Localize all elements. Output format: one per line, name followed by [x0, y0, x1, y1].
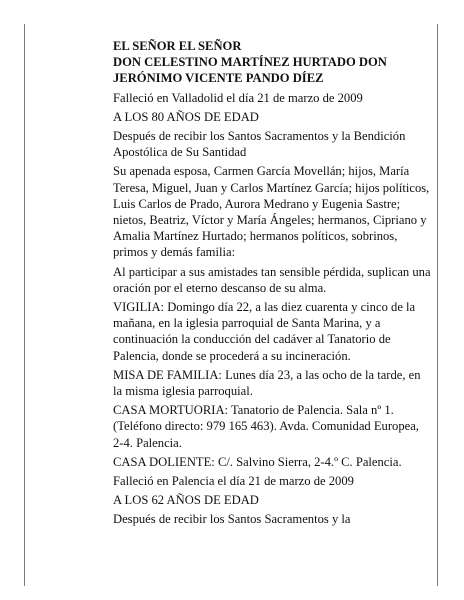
family-mass-paragraph: MISA DE FAMILIA: Lunes día 23, a las ocho de la tarde, en la misma iglesia parroquial. — [113, 367, 421, 399]
vigil-paragraph: VIGILIA: Domingo día 22, a las diez cuarenta y cinco de la mañana, en la iglesia parroquial de Santa Marina, y a continuación la conducción del cadáver al Tanatorio de Palencia, donde se procederá a su incineración. — [113, 300, 416, 363]
family-paragraph: Su apenada esposa, Carmen García Movellán; hijos, María Teresa, Miguel, Juan y Carlos Martínez García; hijos políticos, Luis Carlos de Prado, Aurora Medrano y Eugenia Sastre; nietos, Beatriz, Víctor y María Ángeles; hermanos, Cipriano y Amalia Martínez Hurtado; hermanos políticos, sobrinos, primos y demás familia: — [113, 164, 430, 260]
right-border-rule — [437, 24, 438, 586]
death-place-date-2: Falleció en Palencia el día 21 de marzo de 2009 — [113, 474, 354, 489]
age-line-1: A LOS 80 AÑOS DE EDAD — [113, 109, 259, 124]
heading-line-3: JERÓNIMO VICENTE PANDO DÍEZ — [113, 71, 324, 86]
heading-line-2: DON CELESTINO MARTÍNEZ HURTADO DON — [113, 55, 387, 70]
left-border-rule — [24, 24, 25, 586]
funeral-home-paragraph: CASA MORTUORIA: Tanatorio de Palencia. Sala nº 1. (Teléfono directo: 979 165 463). Avda. Comunidad Europea, 2-4. Palencia. — [113, 403, 419, 450]
sacraments-paragraph-2: Después de recibir los Santos Sacramentos y la — [113, 512, 351, 527]
obituary-text-block — [113, 38, 431, 531]
death-place-date-1: Falleció en Valladolid el día 21 de marzo de 2009 — [113, 90, 363, 105]
age-line-2: A LOS 62 AÑOS DE EDAD — [113, 493, 259, 508]
heading-line-1: EL SEÑOR EL SEÑOR — [113, 39, 242, 53]
sacraments-paragraph-1: Después de recibir los Santos Sacramentos y la Bendición Apostólica de Su Santidad — [113, 129, 406, 160]
mourning-house-paragraph: CASA DOLIENTE: C/. Salvino Sierra, 2-4.º C. Palencia. — [113, 454, 402, 469]
prayer-request-paragraph: Al participar a sus amistades tan sensible pérdida, suplican una oración por el eterno descanso de su alma. — [113, 264, 431, 295]
